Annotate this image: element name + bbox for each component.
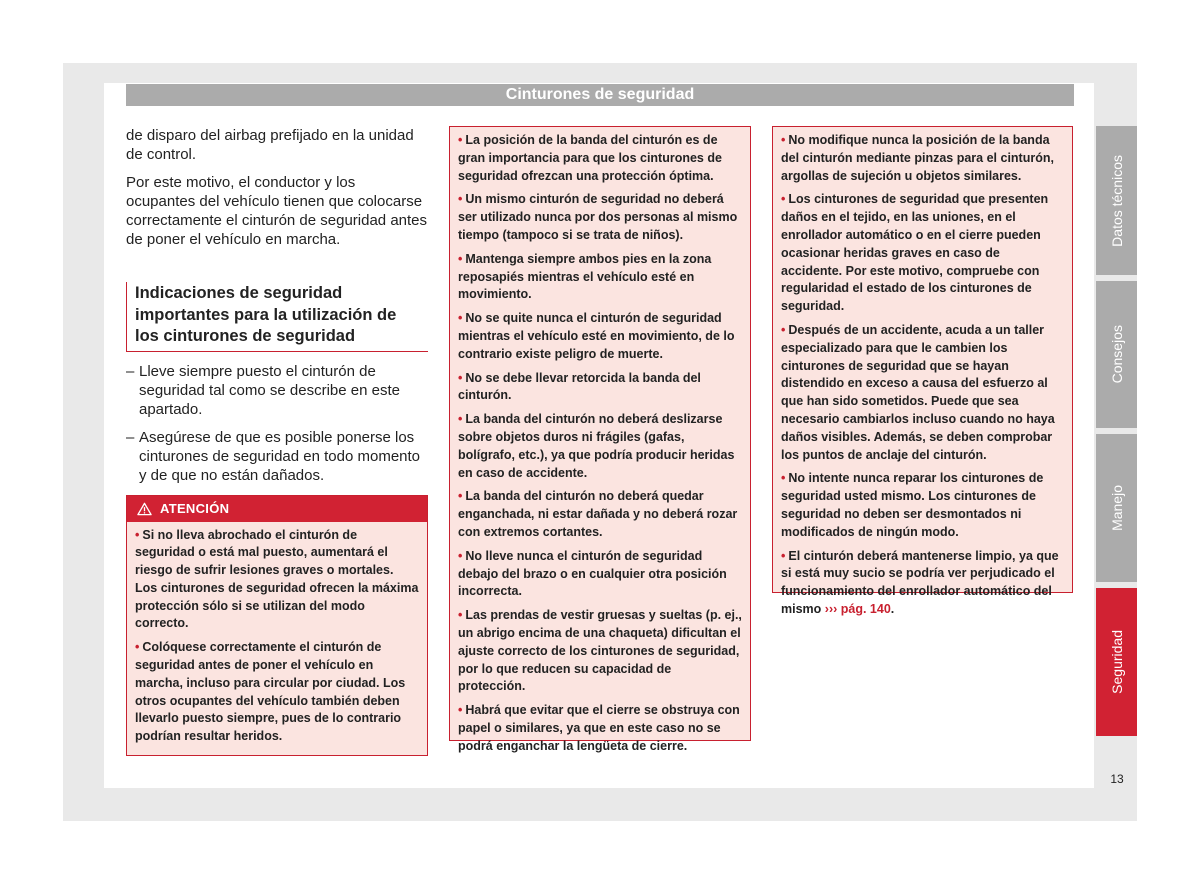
warning-item bbox=[458, 370, 742, 406]
warning-item bbox=[781, 322, 1064, 464]
chapter-header: Cinturones de seguridad bbox=[126, 84, 1074, 106]
side-tab-label: Datos técnicos bbox=[1108, 154, 1125, 247]
bullet-icon: • bbox=[458, 703, 463, 718]
warning-item bbox=[458, 607, 742, 696]
warning-item bbox=[458, 132, 742, 185]
list-item bbox=[126, 428, 428, 485]
side-tab-label: Seguridad bbox=[1108, 630, 1125, 694]
body-paragraph: de disparo del airbag prefijado en la unidad de control. bbox=[126, 127, 414, 163]
list-item-text: Lleve siempre puesto el cinturón de seguridad tal como se describe en este apartado. bbox=[139, 362, 400, 418]
warning-body bbox=[127, 522, 427, 756]
warning-item-text: No se quite nunca el cinturón de seguridad mientras el vehículo esté en movimiento, de lo contrario existe peligro de muerte. bbox=[458, 311, 735, 361]
warning-item-text: Las prendas de vestir gruesas y sueltas (p. ej., un abrigo encima de una chaqueta) dificultan el ajuste correcto de los cinturones de seguridad, por lo que reducen su capacidad de protección. bbox=[458, 608, 742, 694]
bullet-icon: • bbox=[135, 640, 140, 655]
bullet-icon: • bbox=[458, 608, 463, 623]
warning-continuation-box-middle bbox=[449, 126, 751, 753]
list-item-text: Asegúrese de que es posible ponerse los cinturones de seguridad en todo momento y de que no están dañados. bbox=[139, 428, 421, 484]
warning-item bbox=[458, 191, 742, 244]
warning-item bbox=[458, 251, 742, 304]
dash-marker: – bbox=[126, 362, 135, 380]
warning-item bbox=[781, 548, 1064, 619]
warning-item-text: No lleve nunca el cinturón de seguridad debajo del brazo o en cualquier otra posición incorrecta. bbox=[458, 548, 727, 599]
warning-item-text: No se debe llevar retorcida la banda del cinturón. bbox=[458, 370, 701, 403]
warning-item-text: Después de un accidente, acuda a un taller especializado para que le cambien los cinturones de seguridad que se hayan distendido en exceso a causa del esfuerzo al que han sido sometidos. Puede que sea necesario cambiarlos incluso cuando no haya daños visibles. Además, se deben comprobar los puntos de anclaje del cinturón. bbox=[781, 322, 1055, 462]
instruction-list bbox=[126, 362, 428, 485]
bullet-icon: • bbox=[458, 548, 463, 563]
side-tab-consejos[interactable] bbox=[1096, 281, 1137, 428]
warning-item bbox=[135, 639, 419, 746]
list-item bbox=[126, 362, 428, 419]
bullet-icon: • bbox=[781, 322, 786, 337]
side-tab-label: Manejo bbox=[1108, 485, 1125, 531]
bullet-icon: • bbox=[781, 548, 786, 563]
warning-triangle-icon bbox=[137, 502, 152, 516]
warning-item-text: La banda del cinturón no deberá quedar enganchada, ni estar dañada y no deberá rozar con extremos cortantes. bbox=[458, 489, 738, 539]
warning-item-text: No intente nunca reparar los cinturones de seguridad usted mismo. Los cinturones de seguridad no deben ser desmontados ni modificados de ningún modo. bbox=[781, 471, 1044, 539]
page-reference-link[interactable]: ››› pág. 140 bbox=[824, 601, 891, 616]
sentence-end: . bbox=[890, 601, 895, 616]
warning-header bbox=[127, 496, 427, 522]
warning-item-text: El cinturón deberá mantenerse limpio, ya que si está muy sucio se podría ver perjudicado el funcionamiento del enrollador automático del mismo bbox=[781, 548, 1059, 616]
bullet-icon: • bbox=[458, 311, 463, 326]
left-column bbox=[126, 126, 428, 756]
warning-label: ATENCIÓN bbox=[160, 500, 230, 516]
warning-item-text: Mantenga siempre ambos pies en la zona reposapiés mientras el vehículo esté en movimiento. bbox=[458, 251, 712, 302]
dash-marker: – bbox=[126, 428, 135, 446]
bullet-icon: • bbox=[781, 133, 786, 147]
warning-item-text: La posición de la banda del cinturón es de gran importancia para que los cinturones de seguridad ofrezcan una protección óptima. bbox=[458, 133, 722, 183]
warning-box bbox=[126, 495, 428, 757]
warning-item bbox=[135, 527, 419, 634]
bullet-icon: • bbox=[781, 192, 786, 207]
bullet-icon: • bbox=[458, 370, 463, 385]
warning-item-text: No modifique nunca la posición de la banda del cinturón mediante pinzas para el cinturón, argollas de sujeción u objetos similares. bbox=[781, 133, 1054, 183]
warning-item bbox=[458, 548, 742, 601]
warning-item-text: La banda del cinturón no deberá deslizarse sobre objetos duros ni frágiles (gafas, bolígrafo, etc.), ya que podría producir heridas en caso de accidente. bbox=[458, 412, 735, 480]
side-tab-manejo[interactable] bbox=[1096, 434, 1137, 582]
bullet-icon: • bbox=[781, 471, 786, 486]
bullet-icon: • bbox=[458, 489, 463, 504]
warning-item bbox=[458, 310, 742, 363]
page-number: 13 bbox=[1110, 772, 1124, 786]
warning-item bbox=[458, 488, 742, 541]
warning-item bbox=[458, 411, 742, 482]
warning-item bbox=[781, 191, 1064, 316]
side-tab-seguridad[interactable] bbox=[1096, 588, 1137, 736]
bullet-icon: • bbox=[458, 133, 463, 147]
side-tab-label: Consejos bbox=[1108, 325, 1125, 384]
body-paragraph: Por este motivo, el conductor y los ocupantes del vehículo tienen que colocarse correctamente el cinturón de seguridad antes de poner el vehículo en marcha. bbox=[126, 174, 428, 248]
warning-item-text: Un mismo cinturón de seguridad no deberá ser utilizado nunca por dos personas al mismo tiempo (tampoco si se trata de niños). bbox=[458, 192, 738, 242]
warning-item-text: Colóquese correctamente el cinturón de seguridad antes de poner el vehículo en marcha, incluso para circular por ciudad. Los otros ocupantes del vehículo también deben llevarlo puesto siempre, pues de lo contrario podrían resultar heridos. bbox=[135, 640, 406, 744]
warning-item bbox=[781, 132, 1064, 185]
warning-item bbox=[458, 702, 742, 755]
bullet-icon: • bbox=[458, 251, 463, 266]
bullet-icon: • bbox=[458, 412, 463, 427]
warning-item-text: Habrá que evitar que el cierre se obstruya con papel o similares, ya que en este caso no se podrá enganchar la lengüeta de cierre. bbox=[458, 703, 740, 753]
bullet-icon: • bbox=[135, 527, 140, 542]
section-title: Indicaciones de seguridad importantes para la utilización de los cinturones de seguridad bbox=[126, 282, 428, 352]
bullet-icon: • bbox=[458, 192, 463, 207]
warning-item-text: Los cinturones de seguridad que presenten daños en el tejido, en las uniones, en el enrollador automático o en el cierre pueden ocasionar heridas graves en caso de accidente. Por este motivo, compruebe con regularidad el estado de los cinturones de seguridad. bbox=[781, 192, 1049, 314]
warning-item-text: Si no lleva abrochado el cinturón de seguridad o está mal puesto, aumentará el riesgo de sufrir lesiones graves o mortales. Los cinturones de seguridad ofrecen la máxima protección sólo si se utilizan del modo correcto. bbox=[135, 527, 419, 631]
side-tab-datos-tecnicos[interactable] bbox=[1096, 126, 1137, 275]
warning-item bbox=[781, 470, 1064, 541]
warning-continuation-box-right bbox=[772, 126, 1073, 616]
